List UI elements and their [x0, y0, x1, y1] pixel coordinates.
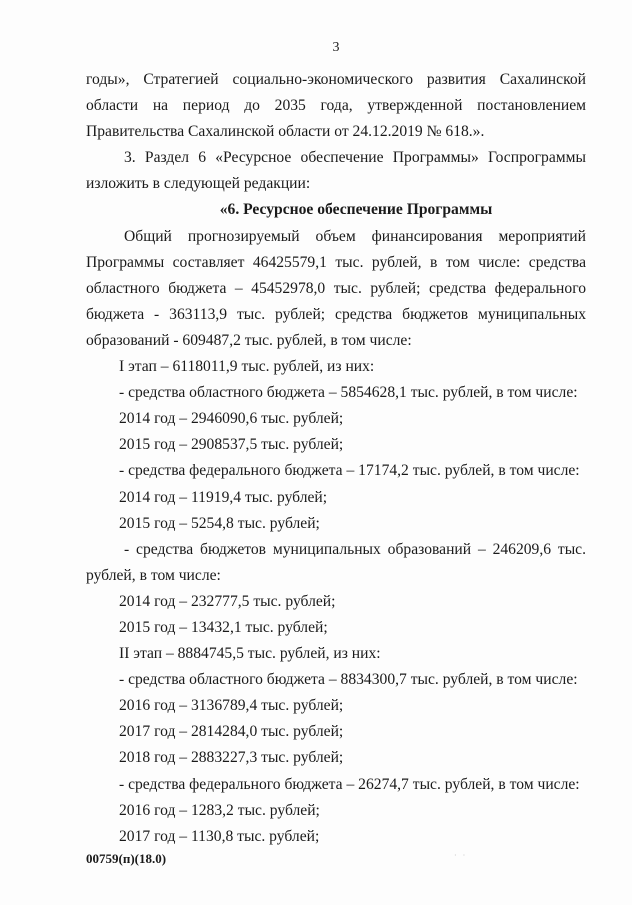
funding-line: 2014 год – 232777,5 тыс. рублей;	[119, 592, 336, 610]
paragraph-total-funding: Общий прогнозируемый объем финансирования мероприятий Программы составляет 46425579,1 тыс. рублей, в том числе: средства областного бюджета – 45452978,0 тыс. рублей; средства федерального бюджета - 363113,9 тыс. рублей; средства бюджетов муниципальных образований - 609487,2 тыс. рублей, в том числе:	[86, 227, 586, 349]
funding-line: - средства федерального бюджета – 17174,2 тыс. рублей, в том числе:	[119, 462, 580, 480]
funding-line: 2015 год – 2908537,5 тыс. рублей;	[119, 436, 344, 454]
funding-line: 2014 год – 11919,4 тыс. рублей;	[119, 488, 328, 506]
document-body	[86, 67, 586, 850]
paragraph-amendment: 3. Раздел 6 «Ресурсное обеспечение Программы» Госпрограммы изложить в следующей редакции:	[86, 149, 586, 193]
page-number: 3	[332, 40, 340, 55]
document-code: 00759(п)(18.0)	[86, 851, 167, 866]
paragraph-continuation: годы», Стратегией социально-экономического развития Сахалинской области на период до 2035 года, утвержденной постановлением Правительства Сахалинской области от 24.12.2019 № 618.».	[86, 71, 586, 141]
funding-line: I этап – 6118011,9 тыс. рублей, из них:	[119, 358, 375, 376]
paragraph-municipal-funding: - средства бюджетов муниципальных образований – 246209,6 тыс. рублей, в том числе:	[86, 540, 586, 584]
funding-line: - средства федерального бюджета – 26274,7 тыс. рублей, в том числе:	[119, 775, 580, 793]
funding-line: II этап – 8884745,5 тыс. рублей, из них:	[119, 645, 381, 663]
funding-line: 2014 год – 2946090,6 тыс. рублей;	[119, 410, 344, 428]
funding-line: - средства областного бюджета – 8834300,7 тыс. рублей, в том числе:	[119, 671, 578, 689]
funding-line: 2015 год – 5254,8 тыс. рублей;	[119, 514, 320, 532]
funding-line: 2017 год – 2814284,0 тыс. рублей;	[119, 723, 344, 741]
funding-line: 2016 год – 3136789,4 тыс. рублей;	[119, 697, 344, 715]
scan-artifact: · ·	[454, 851, 466, 860]
funding-line: - средства областного бюджета – 5854628,1 тыс. рублей, в том числе:	[119, 384, 578, 402]
funding-line: 2018 год – 2883227,3 тыс. рублей;	[119, 749, 344, 767]
funding-line: 2016 год – 1283,2 тыс. рублей;	[119, 801, 320, 819]
funding-line: 2017 год – 1130,8 тыс. рублей;	[119, 827, 320, 845]
funding-line: 2015 год – 13432,1 тыс. рублей;	[119, 618, 328, 636]
section-heading: «6. Ресурсное обеспечение Программы	[219, 201, 493, 219]
